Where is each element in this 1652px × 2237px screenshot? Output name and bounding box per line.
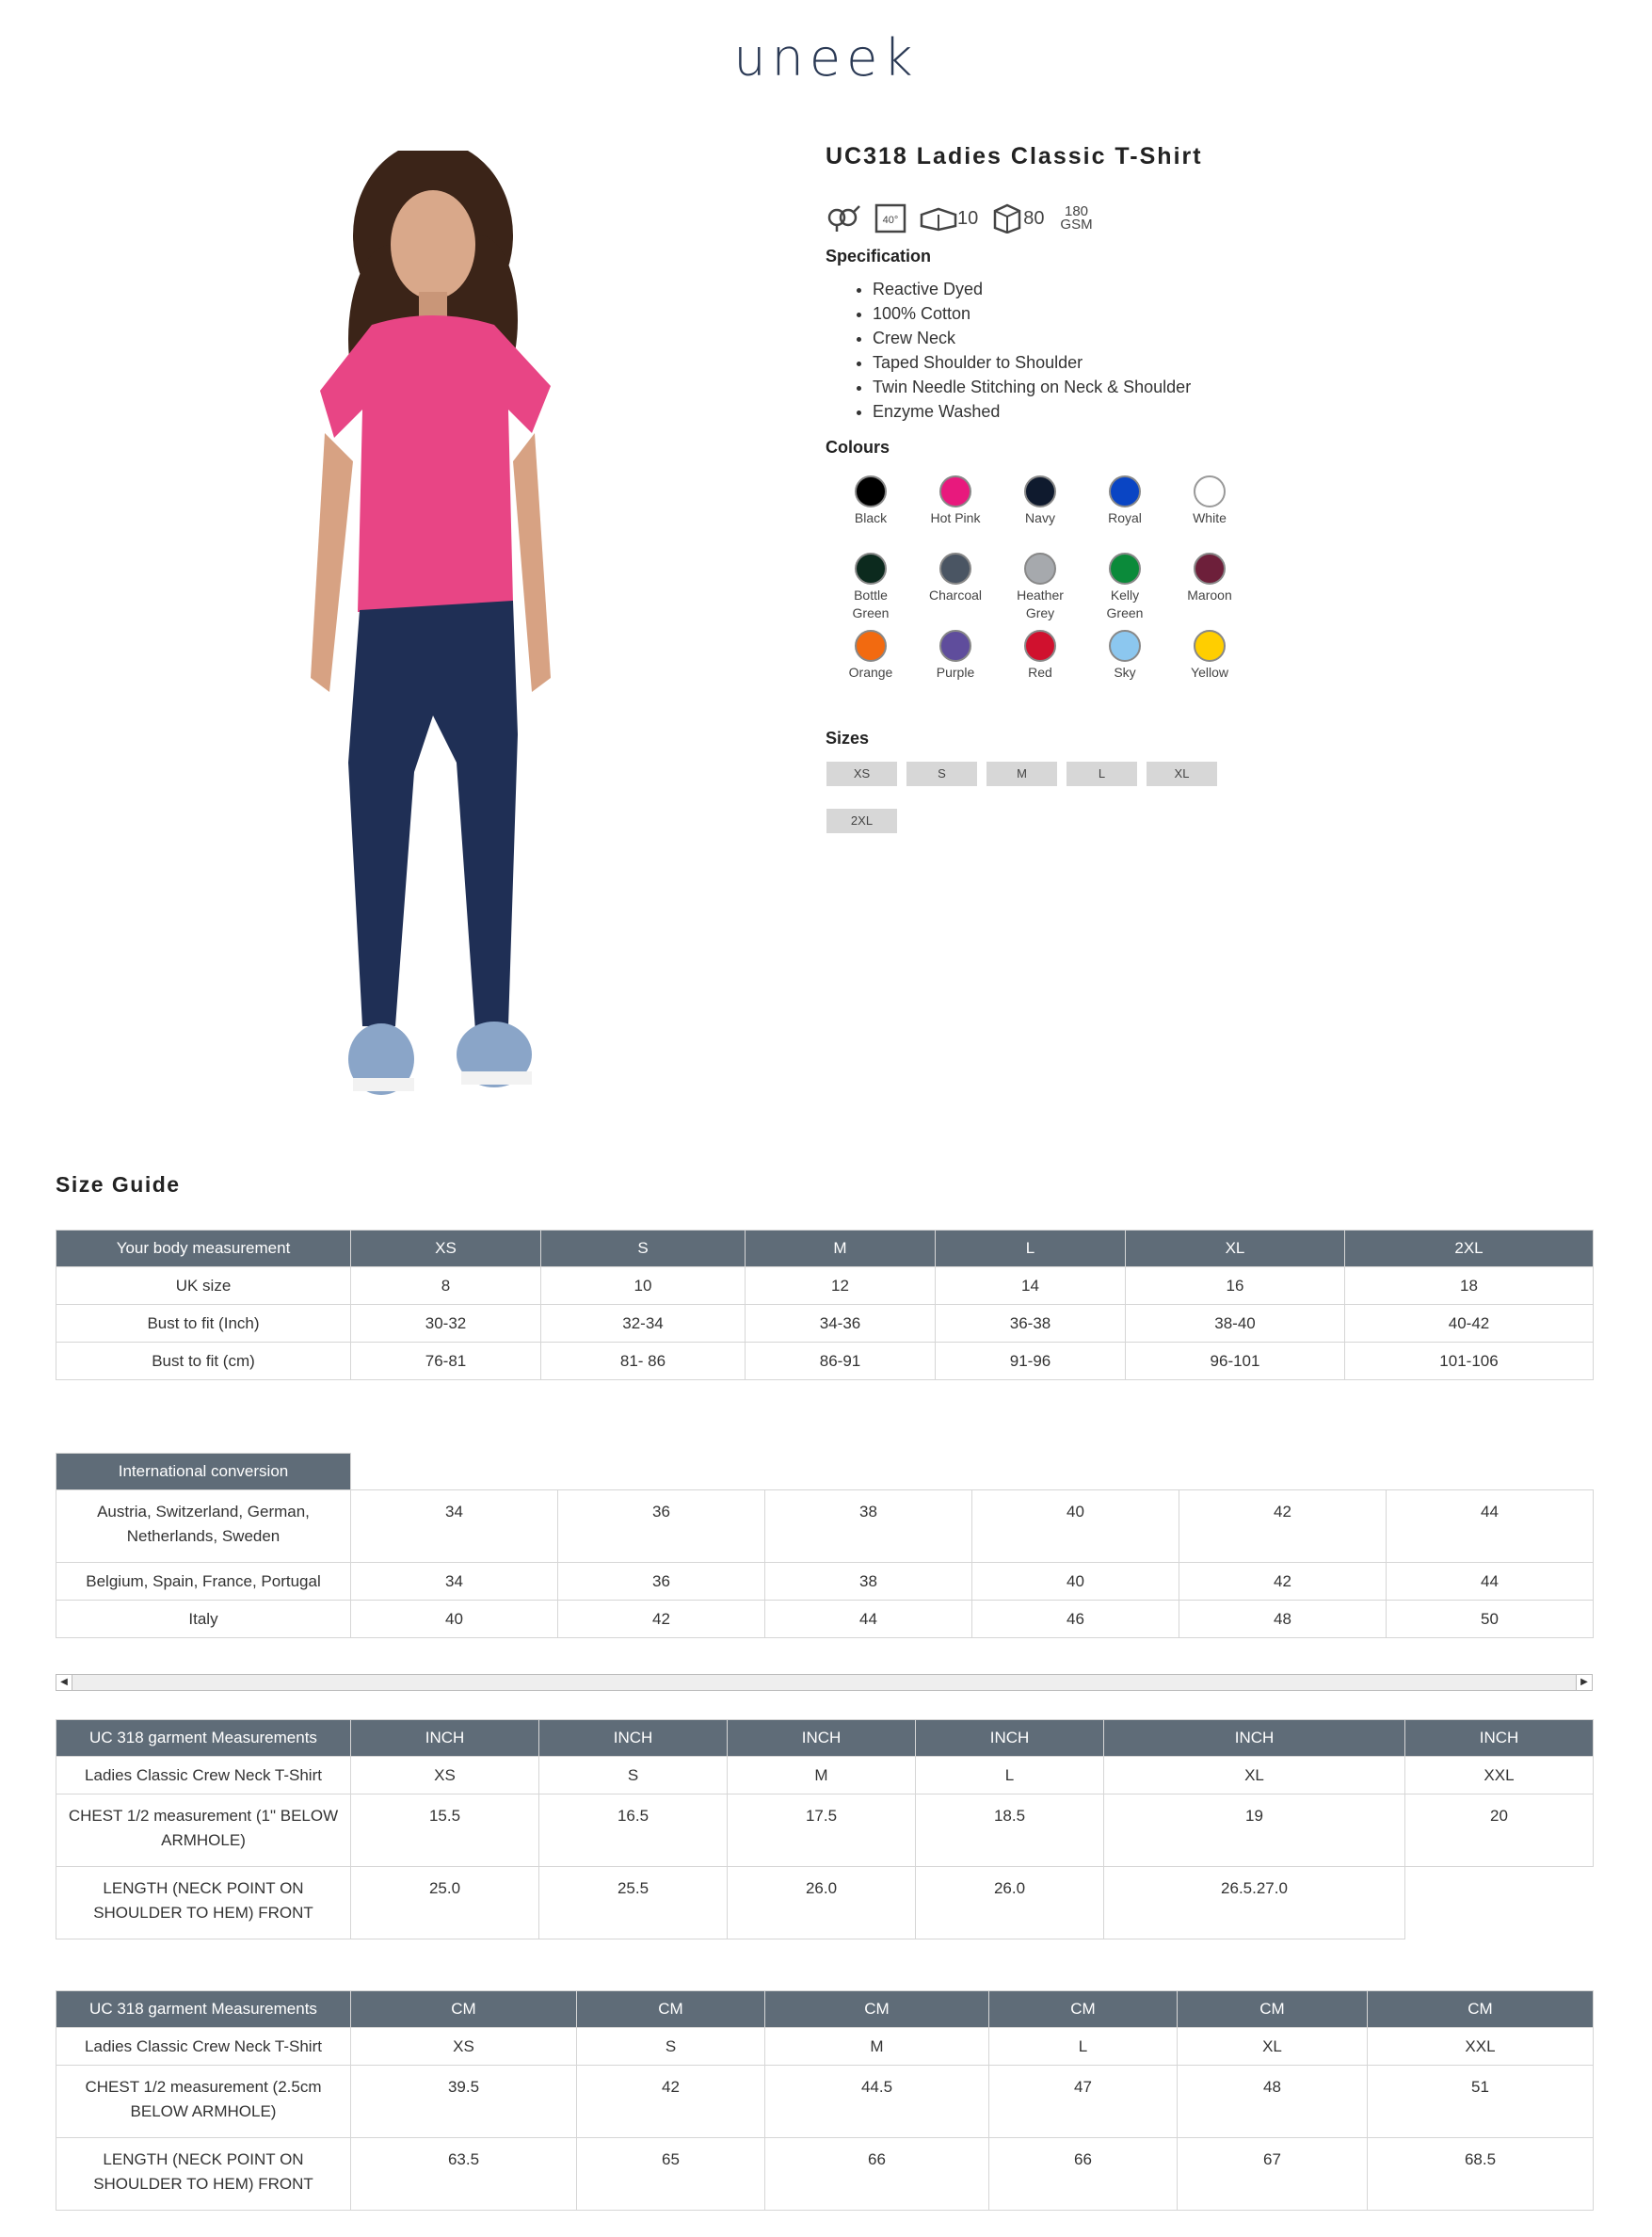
table-cell: 26.0: [916, 1867, 1104, 1939]
table-cell: 30-32: [351, 1305, 541, 1343]
table-cell: 42: [1179, 1563, 1387, 1601]
table-cell: 8: [351, 1267, 541, 1305]
table-cell: 44: [1387, 1490, 1594, 1563]
colour-dot: [1194, 475, 1226, 507]
spec-item: • Twin Needle Stitching on Neck & Shoulder: [873, 375, 1191, 399]
table-cell: 66: [765, 2138, 989, 2211]
size-guide-title: Size Guide: [56, 1172, 181, 1197]
wash-40-icon: [874, 202, 906, 234]
colour-name: Heather Grey: [1017, 587, 1064, 620]
table-cell: LENGTH (NECK POINT ON SHOULDER TO HEM) FRONT: [56, 2138, 351, 2211]
table-cell: 17.5: [728, 1794, 916, 1867]
table-cell: 42: [558, 1601, 765, 1638]
colour-dot: [855, 475, 887, 507]
colour-swatch[interactable]: [828, 475, 913, 527]
table-header-cell: S: [541, 1231, 746, 1267]
colour-dot: [1194, 553, 1226, 585]
table-header-cell: XL: [1126, 1231, 1345, 1267]
table-cell: 19: [1104, 1794, 1405, 1867]
table-header-cell: INCH: [728, 1720, 916, 1757]
table-cell: 40: [972, 1563, 1179, 1601]
table-cell: 76-81: [351, 1343, 541, 1380]
table-cell: 25.0: [351, 1867, 539, 1939]
table-header-cell: INCH: [916, 1720, 1104, 1757]
colour-name: Maroon: [1187, 587, 1232, 603]
table-cell: Austria, Switzerland, German, Netherlands, Sweden: [56, 1490, 351, 1563]
colour-name: Black: [854, 510, 888, 525]
colour-name: Navy: [1025, 510, 1055, 525]
brand-logo: uneek: [733, 28, 919, 88]
colour-name: Orange: [848, 665, 893, 680]
colour-name: Purple: [936, 665, 975, 680]
table-cell: XXL: [1405, 1757, 1594, 1794]
table-row: [56, 1490, 1594, 1563]
svg-text:40°: 40°: [882, 215, 899, 226]
table-header-cell: 2XL: [1345, 1231, 1594, 1267]
colour-swatch[interactable]: [1083, 630, 1167, 682]
colour-dot: [855, 630, 887, 662]
table-cell: 16.5: [539, 1794, 728, 1867]
table-cell: CHEST 1/2 measurement (2.5cm BELOW ARMHOLE): [56, 2066, 351, 2138]
table-cell: 91-96: [936, 1343, 1126, 1380]
table-cell: XXL: [1368, 2028, 1594, 2066]
table-cell: 25.5: [539, 1867, 728, 1939]
table-cell: Bust to fit (cm): [56, 1343, 351, 1380]
table-cell: 14: [936, 1267, 1126, 1305]
colour-swatch[interactable]: [1083, 475, 1167, 527]
table-row: [56, 1867, 1594, 1939]
colours-label: Colours: [826, 438, 890, 457]
table-cell: 50: [1387, 1601, 1594, 1638]
table-row: [56, 1794, 1594, 1867]
table-cell: M: [765, 2028, 989, 2066]
table-header-cell: INCH: [1405, 1720, 1594, 1757]
table-cell: 101-106: [1345, 1343, 1594, 1380]
table-cell: 38: [765, 1490, 972, 1563]
colour-dot: [1109, 553, 1141, 585]
colour-dot: [1109, 475, 1141, 507]
colour-swatch[interactable]: [998, 553, 1083, 622]
size-chip[interactable]: XL: [1147, 762, 1217, 786]
colour-dot: [1024, 553, 1056, 585]
table-cell: 44.5: [765, 2066, 989, 2138]
table-cell: 38-40: [1126, 1305, 1345, 1343]
table-cell: 40: [972, 1490, 1179, 1563]
size-chip[interactable]: 2XL: [826, 809, 897, 833]
gsm-label: 180 GSM: [1060, 203, 1093, 233]
cm-garment-table: [56, 1990, 1594, 2211]
table-header-cell: Your body measurement: [56, 1231, 351, 1267]
table-cell: 26.5.27.0: [1104, 1867, 1405, 1939]
horizontal-scrollbar[interactable]: [56, 1674, 1593, 1691]
colour-swatch[interactable]: [1167, 630, 1252, 682]
table-header-cell: M: [746, 1231, 936, 1267]
table-cell: Belgium, Spain, France, Portugal: [56, 1563, 351, 1601]
body-measurement-table: [56, 1230, 1594, 1380]
colour-swatch[interactable]: [828, 553, 913, 622]
table-row: [56, 2028, 1594, 2066]
table-cell: L: [916, 1757, 1104, 1794]
table-header-cell: CM: [1368, 1991, 1594, 2028]
table-cell: Italy: [56, 1601, 351, 1638]
table-cell: 34-36: [746, 1305, 936, 1343]
colour-name: Royal: [1108, 510, 1142, 525]
colour-name: Hot Pink: [930, 510, 981, 525]
colour-name: Sky: [1114, 665, 1136, 680]
colour-swatch[interactable]: [998, 630, 1083, 682]
table-header-cell: INCH: [539, 1720, 728, 1757]
scroll-left-icon[interactable]: ◀: [56, 1675, 72, 1690]
table-cell: 36-38: [936, 1305, 1126, 1343]
table-cell: 47: [989, 2066, 1178, 2138]
table-row: [56, 2066, 1594, 2138]
colour-name: White: [1193, 510, 1227, 525]
colour-swatch[interactable]: [1167, 475, 1252, 527]
table-cell: 34: [351, 1563, 558, 1601]
table-cell: XL: [1104, 1757, 1405, 1794]
table-header-cell: CM: [1178, 1991, 1368, 2028]
table-header-cell: INCH: [1104, 1720, 1405, 1757]
colour-swatch[interactable]: [1167, 553, 1252, 604]
table-cell: 39.5: [351, 2066, 577, 2138]
spec-item: • Enzyme Washed: [873, 399, 1191, 424]
table-cell: 20: [1405, 1794, 1594, 1867]
table-header-cell: CM: [765, 1991, 989, 2028]
table-cell: Ladies Classic Crew Neck T-Shirt: [56, 2028, 351, 2066]
table-cell: 40: [351, 1601, 558, 1638]
colour-name: Bottle Green: [852, 587, 890, 620]
table-cell: 51: [1368, 2066, 1594, 2138]
colour-name: Kelly Green: [1106, 587, 1144, 620]
colour-dot: [1109, 630, 1141, 662]
table-cell: 10: [541, 1267, 746, 1305]
international-conversion-table: [56, 1453, 1594, 1638]
table-cell: 42: [1179, 1490, 1387, 1563]
table-cell: 65: [577, 2138, 765, 2211]
table-cell: 81- 86: [541, 1343, 746, 1380]
size-chip[interactable]: S: [906, 762, 977, 786]
table-cell: 36: [558, 1490, 765, 1563]
box-icon: [991, 202, 1044, 234]
colour-dot: [939, 553, 971, 585]
table-cell: 18: [1345, 1267, 1594, 1305]
table-cell: 38: [765, 1563, 972, 1601]
table-row: [56, 1757, 1594, 1794]
table-cell: 34: [351, 1490, 558, 1563]
table-row: [56, 1601, 1594, 1638]
table-cell: L: [989, 2028, 1178, 2066]
table-cell: Ladies Classic Crew Neck T-Shirt: [56, 1757, 351, 1794]
spec-item: • Taped Shoulder to Shoulder: [873, 350, 1191, 375]
table-row: [56, 1267, 1594, 1305]
care-icons: [826, 202, 1096, 234]
table-header-cell: UC 318 garment Measurements: [56, 1720, 351, 1757]
table-cell: 48: [1178, 2066, 1368, 2138]
table-cell: 86-91: [746, 1343, 936, 1380]
colour-dot: [855, 553, 887, 585]
table-cell: CHEST 1/2 measurement (1" BELOW ARMHOLE): [56, 1794, 351, 1867]
spec-item: • Reactive Dyed: [873, 277, 1191, 301]
table-header-cell: CM: [989, 1991, 1178, 2028]
table-cell: 16: [1126, 1267, 1345, 1305]
gender-icon: [826, 202, 861, 234]
table-header-cell: XS: [351, 1231, 541, 1267]
spec-list: [842, 277, 1191, 424]
carton-count: 10: [957, 207, 979, 229]
spec-item: • 100% Cotton: [873, 301, 1191, 326]
table-cell: 63.5: [351, 2138, 577, 2211]
colour-name: Yellow: [1191, 665, 1228, 680]
table-cell: 44: [765, 1601, 972, 1638]
table-cell: XS: [351, 1757, 539, 1794]
product-title: UC318 Ladies Classic T-Shirt: [826, 143, 1203, 169]
colour-dot: [939, 630, 971, 662]
table-cell: 12: [746, 1267, 936, 1305]
sizes-label: Sizes: [826, 729, 870, 748]
colour-swatch[interactable]: [828, 630, 913, 682]
colour-dot: [1024, 475, 1056, 507]
table-cell: 36: [558, 1563, 765, 1601]
size-chip[interactable]: L: [1067, 762, 1137, 786]
specification-label: Specification: [826, 247, 932, 266]
table-cell: 68.5: [1368, 2138, 1594, 2211]
colour-swatch[interactable]: [913, 475, 998, 527]
table-cell: 48: [1179, 1601, 1387, 1638]
table-row: [56, 1305, 1594, 1343]
box-count: 80: [1023, 207, 1045, 229]
colour-swatch[interactable]: [1083, 553, 1167, 622]
scroll-right-icon[interactable]: ▶: [1576, 1675, 1592, 1690]
table-cell: S: [539, 1757, 728, 1794]
table-cell: 40-42: [1345, 1305, 1594, 1343]
colour-name: Charcoal: [928, 587, 983, 603]
table-cell: 42: [577, 2066, 765, 2138]
table-cell: UK size: [56, 1267, 351, 1305]
table-row: [56, 1563, 1594, 1601]
colour-dot: [939, 475, 971, 507]
table-header-cell: L: [936, 1231, 1126, 1267]
table-cell: 26.0: [728, 1867, 916, 1939]
table-cell: 96-101: [1126, 1343, 1345, 1380]
table-cell: 44: [1387, 1563, 1594, 1601]
model-image: [282, 151, 584, 1139]
table-header-cell: CM: [351, 1991, 577, 2028]
colour-name: Red: [1028, 665, 1052, 680]
intl-header: International conversion: [56, 1454, 351, 1490]
colour-dot: [1024, 630, 1056, 662]
table-header-cell: UC 318 garment Measurements: [56, 1991, 351, 2028]
table-cell: 15.5: [351, 1794, 539, 1867]
table-cell: [1405, 1867, 1594, 1939]
table-cell: 18.5: [916, 1794, 1104, 1867]
table-cell: 67: [1178, 2138, 1368, 2211]
table-cell: XL: [1178, 2028, 1368, 2066]
table-cell: XS: [351, 2028, 577, 2066]
table-row: [56, 1343, 1594, 1380]
table-cell: 32-34: [541, 1305, 746, 1343]
table-cell: 66: [989, 2138, 1178, 2211]
carton-icon: [920, 202, 978, 234]
colour-swatch[interactable]: [913, 553, 998, 604]
table-cell: LENGTH (NECK POINT ON SHOULDER TO HEM) FRONT: [56, 1867, 351, 1939]
spec-item: • Crew Neck: [873, 326, 1191, 350]
table-header-cell: CM: [577, 1991, 765, 2028]
colour-dot: [1194, 630, 1226, 662]
table-cell: 46: [972, 1601, 1179, 1638]
inch-garment-table: [56, 1719, 1594, 1939]
table-row: [56, 2138, 1594, 2211]
table-cell: S: [577, 2028, 765, 2066]
table-cell: Bust to fit (Inch): [56, 1305, 351, 1343]
table-cell: M: [728, 1757, 916, 1794]
size-chip[interactable]: XS: [826, 762, 897, 786]
colour-swatch[interactable]: [913, 630, 998, 682]
size-chip[interactable]: M: [986, 762, 1057, 786]
table-header-cell: INCH: [351, 1720, 539, 1757]
colour-swatch[interactable]: [998, 475, 1083, 527]
